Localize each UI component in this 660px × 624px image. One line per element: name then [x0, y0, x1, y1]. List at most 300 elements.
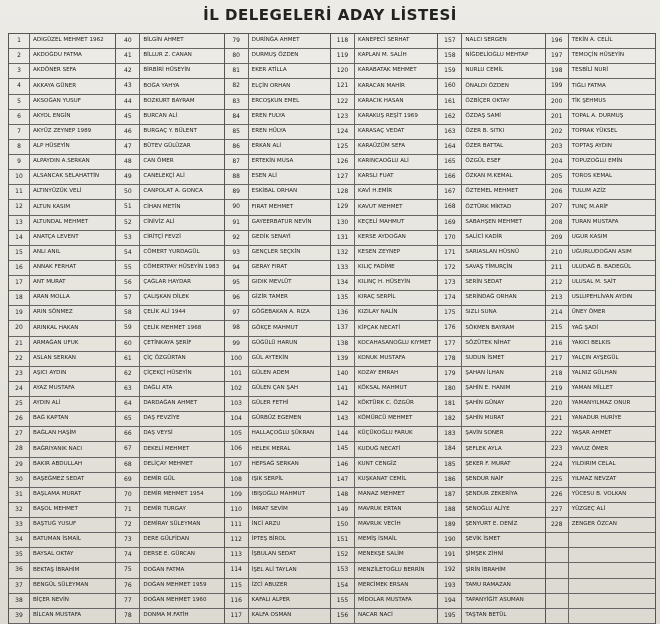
candidate-name: CİRİTÇİ FEVZİ	[143, 233, 181, 240]
table-row	[331, 397, 437, 412]
candidate-name: DONMA M.FATİH	[143, 611, 189, 618]
row-number: 205	[546, 170, 569, 184]
candidate-name: EREN HÜLYA	[251, 127, 287, 134]
row-number: 78	[116, 609, 140, 623]
row-number: 59	[116, 321, 140, 335]
table-row	[546, 442, 655, 457]
candidate-name: İZCİ ABUZER	[251, 581, 288, 588]
table-row	[116, 594, 223, 609]
table-row	[9, 291, 115, 306]
table-row	[9, 563, 115, 578]
candidate-name: İŞEL ALİ TAYLAN	[251, 566, 297, 573]
candidate-name: ŞEVİK İSMET	[465, 536, 501, 543]
candidate-name: ALPAYDIN A.SERKAN	[33, 158, 90, 165]
table-row	[331, 563, 437, 578]
row-number: 53	[116, 231, 140, 245]
candidate-name: MİDOLAR MUSTAFA	[358, 596, 412, 603]
table-row	[9, 64, 115, 79]
row-number: 167	[438, 185, 462, 199]
row-number: 60	[116, 337, 140, 351]
table-row	[331, 216, 437, 231]
row-number: 47	[116, 140, 140, 154]
table-row	[9, 442, 115, 457]
table-row	[546, 291, 655, 306]
table-row	[438, 276, 544, 291]
table-row	[116, 125, 223, 140]
candidate-name: BAĞLAN HAŞİM	[33, 430, 76, 437]
row-number: 2	[9, 49, 30, 63]
candidate-name: ŞAHİN MURAT	[465, 415, 505, 422]
row-number: 32	[9, 503, 30, 517]
row-number: 134	[331, 276, 355, 290]
row-number: 68	[116, 458, 140, 472]
row-number: 121	[331, 79, 355, 93]
row-number: 193	[438, 579, 462, 593]
row-number: 209	[546, 231, 569, 245]
row-number: 138	[331, 337, 355, 351]
candidate-name: YAMAN MİLLET	[571, 385, 613, 391]
table-row	[438, 34, 544, 49]
table-row	[546, 185, 655, 200]
candidate-name: TOPTAŞ AYDIN	[571, 143, 612, 149]
row-number: 49	[116, 170, 140, 184]
row-number: 28	[9, 442, 30, 456]
row-number: 16	[9, 261, 30, 275]
row-number: 122	[331, 95, 355, 109]
row-number: 87	[225, 155, 249, 169]
candidate-name: TUNÇ M.ARİF	[571, 203, 609, 210]
table-row	[546, 352, 655, 367]
candidate-name: ÖNALDI ÖZDEN	[465, 82, 509, 89]
table-row	[546, 579, 655, 594]
table-row	[9, 594, 115, 609]
row-number: 6	[9, 110, 30, 124]
table-row	[438, 337, 544, 352]
candidate-name: ŞAHİN E. HANIM	[465, 385, 511, 391]
table-row	[546, 261, 655, 276]
row-number: 17	[9, 276, 30, 290]
table-row	[438, 306, 544, 321]
row-number: 176	[438, 321, 462, 335]
candidate-name: ÇİÇ ÖZGÜRTAN	[143, 354, 186, 361]
row-number: 157	[438, 34, 462, 48]
row-number: 128	[331, 185, 355, 199]
table-row	[438, 518, 544, 533]
row-number: 13	[9, 216, 30, 230]
candidate-name: ESKİBAL ORHAN	[251, 188, 298, 195]
row-number: 67	[116, 442, 140, 456]
candidate-name: ALTUNDAL MEHMET	[33, 218, 89, 225]
row-number: 39	[9, 609, 30, 623]
row-number: 69	[116, 473, 140, 487]
table-row	[116, 533, 223, 548]
candidate-name: AKYÜZ ZEYNEP 1989	[33, 127, 92, 134]
candidate-name: GEDİK SENAYİ	[251, 233, 291, 240]
row-number: 151	[331, 533, 355, 547]
candidate-name: TİK ŞEHMUS	[571, 97, 606, 104]
table-row	[438, 200, 544, 215]
row-number: 190	[438, 533, 462, 547]
row-number: 86	[225, 140, 249, 154]
row-number: 166	[438, 170, 462, 184]
candidate-name: GÜLER FETHİ	[251, 400, 289, 407]
row-number: 97	[225, 306, 249, 320]
candidate-name: MAVRUK ERTAN	[358, 506, 402, 512]
table-row	[331, 231, 437, 246]
table-row	[225, 49, 330, 64]
table-row	[116, 261, 223, 276]
table-row	[438, 140, 544, 155]
candidate-name: BOĞA YAHYA	[143, 82, 180, 89]
table-row	[438, 367, 544, 382]
table-row	[438, 594, 544, 609]
candidate-name: KARINCAOĞLU ALİ	[358, 158, 409, 165]
table-row	[116, 79, 223, 94]
candidate-name: DARDAĞAN AHMET	[143, 400, 198, 407]
table-column-3	[224, 33, 330, 624]
row-number: 178	[438, 352, 462, 366]
row-number: 158	[438, 49, 462, 63]
table-row	[331, 337, 437, 352]
candidate-name: DOĞAN MEHMET 1959	[143, 581, 207, 588]
row-number: 117	[225, 609, 249, 623]
row-number: 164	[438, 140, 462, 154]
row-number: 91	[225, 216, 249, 230]
table-row	[331, 579, 437, 594]
row-number: 44	[116, 95, 140, 109]
table-column-4	[330, 33, 437, 624]
table-row	[331, 382, 437, 397]
candidate-name: TOPAL A. DURMUŞ	[571, 112, 624, 119]
table-row	[438, 412, 544, 427]
table-row	[438, 563, 544, 578]
candidate-name: DAŞ FEVZİYE	[143, 415, 180, 422]
row-number: 169	[438, 216, 462, 230]
table-row	[9, 110, 115, 125]
row-number: 214	[546, 306, 569, 320]
row-number: 216	[546, 337, 569, 351]
row-number: 25	[9, 397, 30, 411]
row-number: 215	[546, 321, 569, 335]
candidate-name: KÜÇÜKOĞLU FARUK	[358, 430, 413, 437]
row-number: 54	[116, 246, 140, 260]
row-number: 24	[9, 382, 30, 396]
candidate-name: YILDIRIM CELAL	[571, 460, 616, 467]
table-row	[116, 458, 223, 473]
table-row	[438, 397, 544, 412]
row-number: 200	[546, 95, 569, 109]
candidate-name	[569, 548, 655, 562]
table-row	[546, 155, 655, 170]
row-number: 75	[116, 563, 140, 577]
table-row	[9, 306, 115, 321]
candidate-name	[569, 594, 655, 608]
row-number: 40	[116, 34, 140, 48]
row-number: 21	[9, 337, 30, 351]
table-row	[546, 337, 655, 352]
table-row	[331, 64, 437, 79]
row-number: 137	[331, 321, 355, 335]
table-row	[116, 246, 223, 261]
table-row	[438, 427, 544, 442]
row-number: 71	[116, 503, 140, 517]
candidate-name: İNCİ ARZU	[251, 521, 281, 528]
candidate-name: TEKİN A. CELİL	[571, 37, 613, 44]
table-row	[225, 382, 330, 397]
table-row	[331, 442, 437, 457]
row-number: 61	[116, 352, 140, 366]
table-row	[116, 306, 223, 321]
candidate-name: ÇALIŞKAN DİLEK	[143, 294, 190, 301]
candidate-name: KİPÇAK NECATİ	[358, 324, 400, 331]
candidate-name: MENZİLETOĞLU BERRİN	[358, 566, 425, 573]
candidate-name: ELÇİN ORHAN	[251, 82, 291, 89]
candidate-name: ŞENDUR NAİF	[465, 475, 504, 482]
table-row	[225, 337, 330, 352]
candidate-name: YAĞ ŞADİ	[571, 324, 598, 331]
table-row	[9, 412, 115, 427]
candidate-name: KOZAY EMRAH	[358, 369, 399, 376]
row-number: 197	[546, 49, 569, 63]
row-number: 15	[9, 246, 30, 260]
candidate-name: SABAHŞEN MEHMET	[465, 218, 523, 225]
table-row	[9, 200, 115, 215]
candidate-name: ARINKAL HAKAN	[33, 324, 79, 331]
table-row	[9, 34, 115, 49]
table-row	[546, 473, 655, 488]
table-row	[9, 155, 115, 170]
row-number: 198	[546, 64, 569, 78]
row-number: 19	[9, 306, 30, 320]
table-row	[331, 200, 437, 215]
table-column-2	[115, 33, 223, 624]
row-number: 58	[116, 306, 140, 320]
table-row	[546, 200, 655, 215]
row-number: 224	[546, 458, 569, 472]
candidate-name: ÖZTEMEL MEHMET	[465, 188, 519, 195]
table-row	[331, 503, 437, 518]
candidate-name: IBIŞOĞLU MAHMUT	[251, 490, 306, 497]
candidate-name: TOPRAK YÜKSEL	[571, 127, 618, 134]
table-row	[331, 261, 437, 276]
table-column-6	[545, 33, 656, 624]
row-number: 204	[546, 155, 569, 169]
table-row	[225, 352, 330, 367]
candidate-name: GAYEERBATUR NEVİN	[251, 218, 312, 225]
row-number: 77	[116, 594, 140, 608]
row-number: 228	[546, 518, 569, 532]
candidate-name: ÇAĞLAR HAYDAR	[143, 279, 191, 286]
candidate-name: YÜZGEÇ ALİ	[571, 506, 606, 512]
row-number: 88	[225, 170, 249, 184]
row-number: 4	[9, 79, 30, 93]
row-number: 181	[438, 397, 462, 411]
candidate-name: DEMİR TURGAY	[143, 506, 186, 512]
candidate-name: BAKIR ABDULLAH	[33, 460, 83, 467]
candidate-name: ŞAHİN GÜNAY	[465, 400, 505, 407]
candidate-name: HALLAÇOĞLU ŞÜKRAN	[251, 430, 315, 437]
table-row	[225, 412, 330, 427]
row-number: 154	[331, 579, 355, 593]
candidate-name: ÜNEY ÖMER	[571, 309, 606, 316]
table-row	[546, 609, 655, 624]
row-number: 152	[331, 548, 355, 562]
candidate-name: ALP HÜSEYİN	[33, 143, 70, 149]
candidate-name: ERTEKİN MUSA	[251, 158, 294, 165]
row-number: 11	[9, 185, 30, 199]
candidate-name: MANAZ MEHMET	[358, 490, 405, 497]
table-row	[225, 246, 330, 261]
row-number: 62	[116, 367, 140, 381]
candidate-name: NURLU CEMİL	[465, 67, 504, 74]
candidate-name: SALİCİ KADİR	[465, 233, 503, 240]
candidate-name	[569, 533, 655, 547]
candidate-name: DAŞ VEYSİ	[143, 430, 173, 437]
row-number: 102	[225, 382, 249, 396]
table-row	[116, 231, 223, 246]
table-row	[116, 291, 223, 306]
row-number: 143	[331, 412, 355, 426]
candidate-name: KARACAN MAHİR	[358, 82, 405, 89]
table-row	[225, 548, 330, 563]
row-number: 3	[9, 64, 30, 78]
candidate-name: ŞENDUR ZEKERİYA	[465, 490, 518, 497]
table-row	[438, 473, 544, 488]
candidate-name: DOĞAN MEHMET 1960	[143, 596, 207, 603]
table-row	[116, 579, 223, 594]
candidate-name: ARMAĞAN UFUK	[33, 339, 79, 346]
row-number: 70	[116, 488, 140, 502]
candidate-name: ÇİÇEKÇİ HÜSEYİN	[143, 369, 192, 376]
row-number: 106	[225, 442, 249, 456]
row-number: 104	[225, 412, 249, 426]
candidate-name: NİĞDELİOĞLU MEHTAP	[465, 52, 529, 59]
candidate-name: TULUM AZİZ	[571, 188, 606, 195]
candidate-name	[569, 579, 655, 593]
table-row	[225, 216, 330, 231]
candidate-name: DEMİR MEHMET 1954	[143, 490, 204, 497]
candidate-name: CİHAN METİN	[143, 203, 181, 210]
table-row	[546, 427, 655, 442]
candidate-name: FIRAT MEHMET	[251, 203, 294, 210]
table-row	[225, 110, 330, 125]
table-row	[331, 458, 437, 473]
table-row	[331, 518, 437, 533]
candidate-name: BİRBİRİ HÜSEYİN	[143, 67, 191, 74]
table-row	[546, 563, 655, 578]
candidate-name: ASLAN SERKAN	[33, 354, 76, 361]
table-row	[438, 579, 544, 594]
table-row	[331, 170, 437, 185]
row-number: 8	[9, 140, 30, 154]
table-row	[438, 185, 544, 200]
row-number: 222	[546, 427, 569, 441]
row-number: 93	[225, 246, 249, 260]
candidate-name: UĞURLUDOĞAN ASIM	[571, 248, 632, 255]
table-row	[116, 609, 223, 624]
table-row	[331, 367, 437, 382]
table-row	[331, 95, 437, 110]
row-number: 212	[546, 276, 569, 290]
table-row	[225, 367, 330, 382]
row-number: 22	[9, 352, 30, 366]
table-row	[546, 216, 655, 231]
row-number: 132	[331, 246, 355, 260]
table-row	[546, 276, 655, 291]
row-number: 65	[116, 412, 140, 426]
table-row	[438, 155, 544, 170]
table-row	[438, 609, 544, 624]
row-number: 20	[9, 321, 30, 335]
row-number: 180	[438, 382, 462, 396]
row-number: 48	[116, 155, 140, 169]
candidate-name: ÖZDAŞ SAMİ	[465, 112, 501, 119]
table-row	[116, 185, 223, 200]
row-number: 120	[331, 64, 355, 78]
row-number: 96	[225, 291, 249, 305]
candidate-name: DERSE E. GÜRCAN	[143, 551, 195, 558]
table-row	[116, 200, 223, 215]
candidate-name: ULUSAL M. SAİT	[571, 279, 617, 286]
row-number: 92	[225, 231, 249, 245]
candidate-name: DELİÇAY MEHMET	[143, 460, 193, 467]
table-row	[438, 216, 544, 231]
candidate-name: AKSOĞAN YUSUF	[33, 97, 81, 104]
candidate-name: YÜCESU B. VOLKAN	[571, 490, 627, 497]
candidate-name: ANNAK FERHAT	[33, 264, 77, 270]
table-row	[546, 125, 655, 140]
table-row	[116, 64, 223, 79]
row-number: 98	[225, 321, 249, 335]
table-row	[546, 548, 655, 563]
table-row	[331, 125, 437, 140]
row-number: 179	[438, 367, 462, 381]
candidate-name: ESEN ALİ	[251, 173, 277, 180]
row-number: 108	[225, 473, 249, 487]
table-row	[116, 503, 223, 518]
table-row	[9, 231, 115, 246]
table-row	[331, 140, 437, 155]
candidate-name: ÇELİK ALİ 1944	[143, 309, 186, 316]
row-number: 155	[331, 594, 355, 608]
table-row	[546, 306, 655, 321]
table-row	[9, 548, 115, 563]
row-number: 201	[546, 110, 569, 124]
row-number: 46	[116, 125, 140, 139]
candidate-name: KAVUT MEHMET	[358, 203, 403, 210]
row-number: 133	[331, 261, 355, 275]
candidate-name: ŞEFLEK AYLA	[465, 445, 502, 452]
row-number: 94	[225, 261, 249, 275]
candidate-name: IŞIK SERPİL	[251, 475, 284, 482]
table-row	[9, 261, 115, 276]
candidate-name: CANPOLAT A. GONCA	[143, 188, 203, 195]
table-row	[331, 352, 437, 367]
row-number: 85	[225, 125, 249, 139]
row-number: 192	[438, 563, 462, 577]
row-number: 175	[438, 306, 462, 320]
candidate-name: AYDIN ALİ	[33, 400, 61, 407]
row-number: 217	[546, 352, 569, 366]
table-row	[116, 518, 223, 533]
candidate-name: NACAR NACİ	[358, 611, 393, 618]
candidate-name: YILMAZ NEVZAT	[571, 475, 617, 482]
row-number: 101	[225, 367, 249, 381]
row-number: 140	[331, 367, 355, 381]
candidate-table	[8, 33, 656, 623]
table-row	[9, 246, 115, 261]
row-number: 83	[225, 95, 249, 109]
